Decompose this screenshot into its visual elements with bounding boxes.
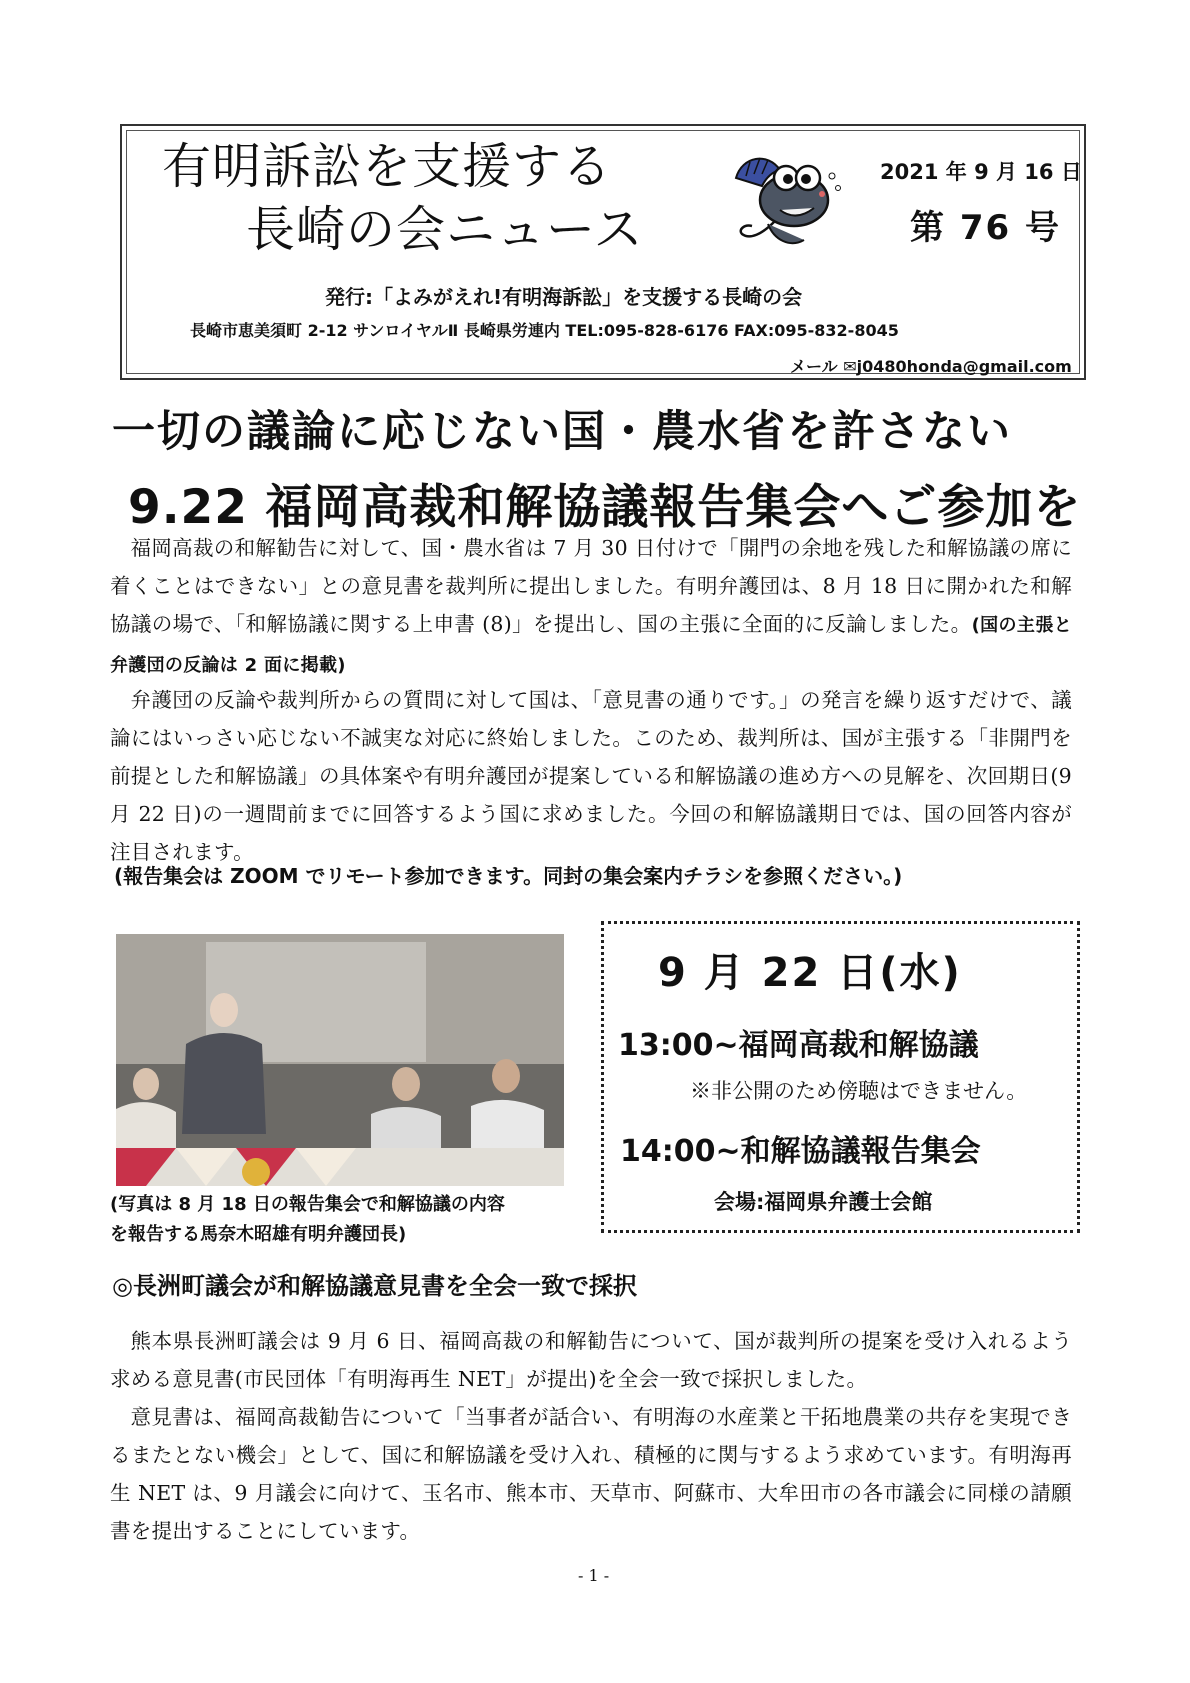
publisher-line: 発行:「よみがえれ!有明海訴訟」を支援する長崎の会 xyxy=(325,285,803,309)
issue-number: 第 76 号 xyxy=(910,208,1061,248)
event-item-court-session: 13:00~福岡高裁和解協議 xyxy=(618,1028,979,1063)
address-line: 長崎市恵美須町 2-12 サンロイヤルⅡ 長崎県労連内 TEL:095-828-6176 FAX:095-832-8045 xyxy=(190,321,899,340)
headline-sub: 9.22 福岡高裁和解協議報告集会へご参加を xyxy=(128,480,1082,535)
article1-paragraph1-note: (国の主張と弁護団の反論は 2 面に掲載) xyxy=(110,615,1073,676)
newsletter-title-line2: 長崎の会ニュース xyxy=(246,201,644,258)
event-date: 9 月 22 日(水) xyxy=(658,950,962,996)
mudskipper-mascot-icon xyxy=(728,148,846,254)
photo-caption-line1: (写真は 8 月 18 日の報告集会で和解協議の内容 xyxy=(110,1194,505,1215)
issue-date: 2021 年 9 月 16 日 xyxy=(880,160,1082,184)
zoom-notice: (報告集会は ZOOM でリモート参加できます。同封の集会案内チラシを参照ください。) xyxy=(114,864,903,888)
newsletter-title-line1: 有明訴訟を支援する xyxy=(162,138,613,195)
article2-paragraph2: 意見書は、福岡高裁勧告について「当事者が話合い、有明海の水産業と干拓地農業の共存を実現できるまたとない機会」として、国に和解協議を受け入れ、積極的に関与するよう求めています。有明海再生 NET は、9 月議会に向けて、玉名市、熊本市、天草市、阿蘇市、大牟田市の各市議会に同様の請願書を提出することにしています。 xyxy=(110,1405,1072,1543)
email-line: メール ✉j0480honda@gmail.com xyxy=(790,357,1072,376)
event-item-court-session-note: ※非公開のため傍聴はできません。 xyxy=(690,1079,1028,1103)
headline-main: 一切の議論に応じない国・農水省を許さない xyxy=(112,407,1012,457)
article1-paragraph1 xyxy=(110,529,1072,685)
event-venue: 会場:福岡県弁護士会館 xyxy=(714,1190,933,1214)
report-meeting-photo-image xyxy=(116,934,564,1186)
report-meeting-photo xyxy=(116,934,564,1186)
article2-paragraph1: 熊本県長洲町議会は 9 月 6 日、福岡高裁の和解勧告について、国が裁判所の提案を受け入れるよう求める意見書(市民団体「有明海再生 NET」が提出)を全会一致で採択しました。 xyxy=(110,1329,1072,1391)
page-number: - 1 - xyxy=(578,1566,610,1585)
article2-heading: ◎長洲町議会が和解協議意見書を全会一致で採択 xyxy=(112,1272,637,1300)
event-item-report-meeting: 14:00~和解協議報告集会 xyxy=(620,1134,981,1169)
article1-paragraph1-text: 福岡高裁の和解勧告に対して、国・農水省は 7 月 30 日付けで「開門の余地を残した和解協議の席に着くことはできない」との意見書を裁判所に提出しました。有明弁護団は、8 月 18 日に開かれた和解協議の場で、「和解協議に関する上申書 (8)」を提出し、国の主張に全面的に反論しました。 xyxy=(110,536,1072,636)
article1-paragraph2: 弁護団の反論や裁判所からの質問に対して国は、「意見書の通りです。」の発言を繰り返すだけで、議論にはいっさい応じない不誠実な対応に終始しました。このため、裁判所は、国が主張する「非開門を前提とした和解協議」の具体案や有明弁護団が提案している和解協議の進め方への見解を、次回期日(9 月 22 日)の一週間前までに回答するよう国に求めました。今回の和解協議期日では、国の回答内容が注目されます。 xyxy=(110,688,1072,864)
photo-caption-line2: を報告する馬奈木昭雄有明弁護団長) xyxy=(110,1224,407,1245)
